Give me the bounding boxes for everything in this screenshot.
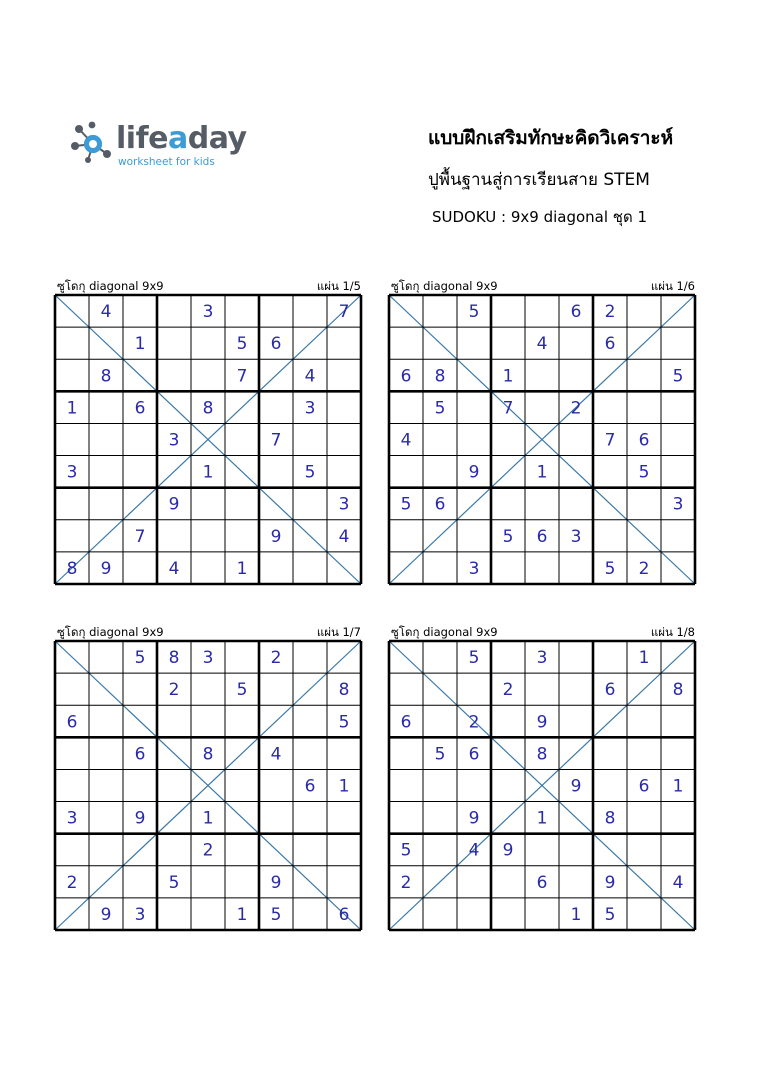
- sudoku-given-digit: 3: [134, 904, 146, 925]
- sudoku-given-digit: 5: [672, 366, 684, 387]
- sudoku-given-digit: 6: [638, 430, 650, 451]
- sudoku-given-digit: 8: [536, 744, 548, 765]
- sudoku-given-digit: 8: [100, 366, 112, 387]
- sudoku-given-digit: 8: [168, 648, 180, 669]
- sudoku-given-digit: 1: [236, 904, 248, 925]
- sudoku-given-digit: 3: [468, 558, 480, 579]
- puzzle-sheet-number: แผ่น 1/5: [316, 279, 361, 293]
- brand-suffix: day: [187, 121, 247, 156]
- sudoku-given-digit: 7: [338, 302, 350, 323]
- sudoku-given-digit: 7: [236, 366, 248, 387]
- sudoku-given-digit: 5: [468, 302, 480, 323]
- puzzle-sheet-number: แผ่น 1/8: [650, 625, 695, 639]
- sudoku-given-digit: 5: [604, 904, 616, 925]
- sudoku-given-digit: 9: [168, 494, 180, 515]
- sudoku-given-digit: 6: [400, 366, 412, 387]
- sudoku-given-digit: 2: [270, 648, 282, 669]
- sudoku-given-digit: 9: [468, 808, 480, 829]
- sudoku-given-digit: 2: [468, 712, 480, 733]
- sudoku-given-digit: 3: [66, 462, 78, 483]
- sudoku-given-digit: 9: [570, 776, 582, 797]
- sudoku-given-digit: 3: [536, 648, 548, 669]
- sudoku-given-digit: 3: [304, 398, 316, 419]
- sudoku-given-digit: 7: [502, 398, 514, 419]
- sudoku-given-digit: 2: [570, 398, 582, 419]
- sudoku-given-digit: 6: [604, 334, 616, 355]
- sudoku-given-digit: 3: [66, 808, 78, 829]
- sudoku-given-digit: 6: [338, 904, 350, 925]
- sudoku-given-digit: 6: [434, 494, 446, 515]
- sudoku-given-digit: 5: [604, 558, 616, 579]
- sudoku-given-digit: 2: [168, 680, 180, 701]
- brand-accent: a: [167, 121, 188, 156]
- sudoku-given-digit: 4: [270, 744, 282, 765]
- sudoku-given-digit: 1: [536, 808, 548, 829]
- sudoku-given-digit: 9: [100, 558, 112, 579]
- sudoku-given-digit: 1: [202, 808, 214, 829]
- puzzle-sheet-number: แผ่น 1/7: [316, 625, 361, 639]
- puzzle-title: ซูโดกุ diagonal 9x9: [391, 625, 498, 639]
- sudoku-given-digit: 1: [338, 776, 350, 797]
- sudoku-given-digit: 1: [66, 398, 78, 419]
- sudoku-given-digit: 3: [570, 526, 582, 547]
- sudoku-given-digit: 4: [672, 872, 684, 893]
- sudoku-given-digit: 2: [400, 872, 412, 893]
- sudoku-given-digit: 1: [202, 462, 214, 483]
- sudoku-given-digit: 3: [338, 494, 350, 515]
- sudoku-given-digit: 3: [202, 648, 214, 669]
- sudoku-given-digit: 6: [570, 302, 582, 323]
- sudoku-given-digit: 6: [304, 776, 316, 797]
- brand-prefix: life: [116, 121, 168, 156]
- sudoku-given-digit: 1: [134, 334, 146, 355]
- sudoku-given-digit: 9: [536, 712, 548, 733]
- sudoku-given-digit: 2: [604, 302, 616, 323]
- sudoku-given-digit: 6: [468, 744, 480, 765]
- sudoku-given-digit: 6: [134, 398, 146, 419]
- sudoku-given-digit: 5: [468, 648, 480, 669]
- sudoku-given-digit: 9: [134, 808, 146, 829]
- sudoku-given-digit: 6: [638, 776, 650, 797]
- sudoku-given-digit: 9: [468, 462, 480, 483]
- sudoku-grid: [389, 641, 695, 930]
- sudoku-given-digit: 5: [400, 840, 412, 861]
- sudoku-given-digit: 8: [338, 680, 350, 701]
- sudoku-grid: [389, 295, 695, 584]
- sudoku-given-digit: 5: [434, 744, 446, 765]
- sudoku-given-digit: 8: [202, 744, 214, 765]
- brand-tagline: worksheet for kids: [118, 156, 215, 168]
- sudoku-given-digit: 5: [502, 526, 514, 547]
- sudoku-given-digit: 3: [168, 430, 180, 451]
- sudoku-given-digit: 5: [270, 904, 282, 925]
- sudoku-given-digit: 8: [202, 398, 214, 419]
- sudoku-given-digit: 8: [66, 558, 78, 579]
- sudoku-given-digit: 6: [270, 334, 282, 355]
- sudoku-grid: [55, 295, 361, 584]
- sudoku-given-digit: 9: [270, 872, 282, 893]
- puzzle-title: ซูโดกุ diagonal 9x9: [391, 279, 498, 293]
- sudoku-given-digit: 4: [304, 366, 316, 387]
- sudoku-given-digit: 1: [236, 558, 248, 579]
- sudoku-given-digit: 7: [134, 526, 146, 547]
- puzzle-title: ซูโดกุ diagonal 9x9: [57, 625, 164, 639]
- sudoku-given-digit: 6: [66, 712, 78, 733]
- lifeaday-logo: [70, 120, 247, 175]
- sudoku-given-digit: 1: [536, 462, 548, 483]
- brand-wordmark: [116, 121, 247, 156]
- sudoku-given-digit: 5: [304, 462, 316, 483]
- sudoku-given-digit: 4: [338, 526, 350, 547]
- sudoku-given-digit: 5: [134, 648, 146, 669]
- sudoku-given-digit: 6: [536, 872, 548, 893]
- sudoku-given-digit: 5: [338, 712, 350, 733]
- sudoku-given-digit: 1: [638, 648, 650, 669]
- puzzle-sheet-number: แผ่น 1/6: [650, 279, 695, 293]
- sudoku-given-digit: 7: [604, 430, 616, 451]
- sudoku-given-digit: 1: [570, 904, 582, 925]
- worksheet-subtitle: ปูพื้นฐานสู่การเรียนสาย STEM: [428, 170, 650, 190]
- sudoku-given-digit: 5: [434, 398, 446, 419]
- worksheet-title: แบบฝึกเสริมทักษะคิดวิเคราะห์: [428, 127, 674, 149]
- sudoku-given-digit: 1: [502, 366, 514, 387]
- sudoku-given-digit: 4: [468, 840, 480, 861]
- sudoku-given-digit: 4: [168, 558, 180, 579]
- sudoku-given-digit: 8: [434, 366, 446, 387]
- sudoku-grid: [55, 641, 361, 930]
- molecule-logo-icon: [70, 120, 116, 166]
- sudoku-given-digit: 5: [236, 680, 248, 701]
- sudoku-given-digit: 1: [672, 776, 684, 797]
- sudoku-given-digit: 9: [604, 872, 616, 893]
- sudoku-given-digit: 5: [638, 462, 650, 483]
- sudoku-given-digit: 5: [168, 872, 180, 893]
- sudoku-given-digit: 2: [66, 872, 78, 893]
- sudoku-given-digit: 4: [536, 334, 548, 355]
- sudoku-given-digit: 8: [604, 808, 616, 829]
- sudoku-given-digit: 8: [672, 680, 684, 701]
- sudoku-given-digit: 5: [236, 334, 248, 355]
- sudoku-given-digit: 4: [100, 302, 112, 323]
- sudoku-given-digit: 7: [270, 430, 282, 451]
- sudoku-given-digit: 6: [604, 680, 616, 701]
- sudoku-given-digit: 4: [400, 430, 412, 451]
- sudoku-given-digit: 5: [400, 494, 412, 515]
- sudoku-given-digit: 2: [202, 840, 214, 861]
- sudoku-given-digit: 9: [270, 526, 282, 547]
- sudoku-given-digit: 2: [502, 680, 514, 701]
- sudoku-given-digit: 9: [100, 904, 112, 925]
- sudoku-given-digit: 6: [134, 744, 146, 765]
- sudoku-given-digit: 6: [400, 712, 412, 733]
- sudoku-given-digit: 3: [672, 494, 684, 515]
- sudoku-given-digit: 9: [502, 840, 514, 861]
- sudoku-given-digit: 2: [638, 558, 650, 579]
- sudoku-given-digit: 3: [202, 302, 214, 323]
- puzzle-title: ซูโดกุ diagonal 9x9: [57, 279, 164, 293]
- worksheet-set-label: SUDOKU : 9x9 diagonal ชุด 1: [432, 208, 648, 226]
- sudoku-given-digit: 6: [536, 526, 548, 547]
